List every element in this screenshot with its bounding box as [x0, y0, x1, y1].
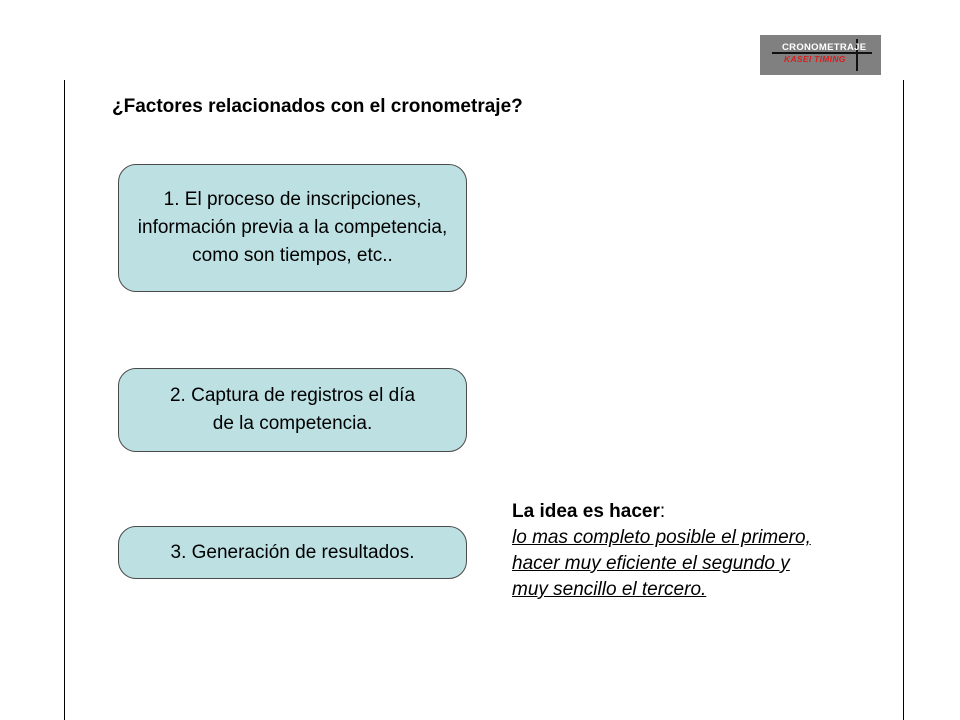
idea-heading-colon: : [659, 501, 666, 522]
factor-text-3: 3. Generación de resultados. [170, 541, 415, 563]
factor-box-3 [118, 526, 467, 579]
logo [760, 35, 881, 75]
idea-heading-label: La idea es hacer [512, 501, 660, 522]
factor-box-2 [118, 368, 467, 452]
right-border-line [903, 80, 904, 720]
idea-line-1: lo mas completo posible el primero, [512, 527, 811, 548]
left-border-line [64, 80, 65, 720]
idea-line-3: muy sencillo el tercero. [512, 579, 707, 600]
factor-text-1: 1. El proceso de inscripciones, información previa a la competencia, como son tiempos, etc.. [137, 189, 448, 266]
logo-text-primary: CRONOMETRAJE [782, 42, 867, 53]
factor-box-1 [118, 164, 467, 292]
factor-text-2: 2. Captura de registros el día de la competencia. [169, 385, 416, 434]
page-title: ¿Factores relacionados con el cronometraje? [112, 96, 523, 117]
idea-line-2: hacer muy eficiente el segundo y [512, 553, 790, 574]
logo-text-secondary: KASEI TIMING [784, 54, 846, 64]
idea-heading [512, 499, 811, 525]
idea-note [512, 499, 811, 603]
